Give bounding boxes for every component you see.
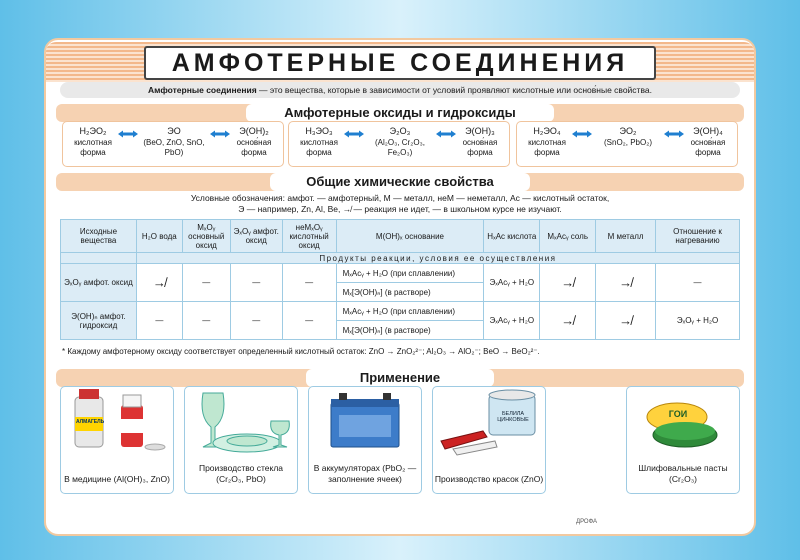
app-caption: Шлифовальные пасты (Cr₂O₃) <box>638 463 728 484</box>
cell-heat: ЭₓOᵧ + H₂O <box>656 302 740 340</box>
cell-salt: ↛ <box>540 302 596 340</box>
cell-basic-oxide: — <box>182 302 230 340</box>
cell-base-solution: Mₓ[Э(OH)ₙ] (в растворе) <box>336 321 484 340</box>
base-form-label: основ́ная форма <box>462 138 498 157</box>
app-caption: Производство красок (ZnO) <box>434 474 544 484</box>
base-form-formula: Э(OH)₂ <box>239 126 269 136</box>
cell-acid: ЭₓAcᵧ + H₂O <box>484 302 540 340</box>
cell-salt: ↛ <box>540 264 596 302</box>
th-water: H₂O вода <box>136 220 182 253</box>
cell-water: — <box>136 302 182 340</box>
double-arrow-icon <box>209 130 231 136</box>
app-card-glass <box>184 386 298 494</box>
th-acid-oxide: неMₓOᵧ кислотный оксид <box>282 220 336 253</box>
th-heat: Отношение к нагреванию <box>656 220 740 253</box>
oxide-examples: (SnO₂, PbO₂) <box>604 138 652 147</box>
double-arrow-icon <box>117 130 139 136</box>
glassware-illustration <box>185 387 297 457</box>
double-arrow-icon <box>571 130 593 136</box>
battery-illustration <box>309 387 421 457</box>
cell-basic-oxide: — <box>182 264 230 302</box>
row-name: Э(OH)ₙ амфот. гидроксид <box>61 302 137 340</box>
cell-base-fusion: MₓAcᵧ + H₂O (при сплавлении) <box>336 302 484 321</box>
page-title: АМФОТЕРНЫЕ СОЕДИНЕНИЯ <box>144 46 656 80</box>
definition <box>60 82 740 98</box>
base-form-label: основ́ная форма <box>236 138 272 157</box>
th-substances: Исходные вещества <box>61 220 137 253</box>
base-form-label: основ́ная форма <box>690 138 726 157</box>
double-arrow-icon <box>663 130 685 136</box>
row-name: ЭₓOᵧ амфот. оксид <box>61 264 137 302</box>
oxide-formula: ЭO <box>167 126 181 136</box>
th-base: M(OH)ₓ основание <box>336 220 484 253</box>
oxide-examples: (Al₂O₃, Cr₂O₃, Fe₂O₃) <box>374 138 426 157</box>
paint-can-label: БЕЛИЛА ЦИНКОВЫЕ <box>497 411 529 423</box>
table-header-row <box>61 220 740 253</box>
double-arrow-icon <box>343 130 365 136</box>
base-form-formula: Э(OH)₃ <box>465 126 495 136</box>
section-title-properties: Общие химические свойства <box>270 173 530 191</box>
definition-term: Амфотерные соединения <box>148 85 257 95</box>
footnote: * Каждому амфотерному оксиду соответствует определенный кислотный остаток: ZnO → ZnO₂²⁻; Al₂O₃ → AlO₂⁻; BeO → BeO₂²⁻. <box>62 347 540 356</box>
products-row <box>61 253 740 264</box>
app-card-battery <box>308 386 422 494</box>
th-metal: M металл <box>596 220 656 253</box>
cell-acid-oxide: — <box>282 264 336 302</box>
section-title-oxides: Амфотерные оксиды и гидроксиды <box>246 104 554 122</box>
properties-table <box>60 219 740 340</box>
legend <box>60 193 740 215</box>
goi-label: ГОИ <box>668 409 688 419</box>
th-amph-oxide: ЭₓOᵧ амфот. оксид <box>230 220 282 253</box>
products-corner <box>61 253 137 264</box>
oxide-formula: ЭO₂ <box>619 126 637 136</box>
cell-amph-oxide: — <box>230 264 282 302</box>
cell-metal: ↛ <box>596 302 656 340</box>
app-card-paint <box>432 386 546 494</box>
th-acid: HₓAc кислота <box>484 220 540 253</box>
cell-base-fusion: MₓAcᵧ + H₂O (при сплавлении) <box>336 264 484 283</box>
cell-base-solution: Mₓ[Э(OH)ₙ] (в растворе) <box>336 283 484 302</box>
acid-form-label: кислотная форма <box>74 138 112 157</box>
publisher-name: ДРОФА <box>576 519 598 525</box>
base-form-formula: Э(OH)₄ <box>693 126 723 136</box>
app-card-medicine <box>60 386 174 494</box>
oxide-group <box>288 121 510 167</box>
app-caption: В медицине (Al(OH)₃, ZnO) <box>64 474 170 484</box>
acid-form-formula: H₂ЭO₄ <box>533 126 561 136</box>
cell-water: ↛ <box>136 264 182 302</box>
legend-line-1: Условные обозначения: амфот. — амфотерный, М — металл, неМ — неметалл, Ас — кислотный остаток, <box>190 193 610 203</box>
th-basic-oxide: MₓOᵧ основный оксид <box>182 220 230 253</box>
acid-form-formula: H₂ЭO₂ <box>79 126 107 136</box>
products-label: Продукты реакции, условия ее осуществления <box>136 253 739 264</box>
cell-amph-oxide: — <box>230 302 282 340</box>
definition-text: — это вещества, которые в зависимости от условий проявляют кислотные или основ́ные свойства. <box>256 85 652 95</box>
cell-acid: ЭₓAcᵧ + H₂O <box>484 264 540 302</box>
oxide-group <box>62 121 284 167</box>
app-caption: Производство стекла (Cr₂O₃, PbO) <box>198 463 284 484</box>
legend-line-2: Э — например, Zn, Al, Be, ↛ — реакция не идет, — в школьном курсе не изучают. <box>238 204 562 214</box>
publisher-footer <box>576 510 746 526</box>
table-row <box>61 302 740 321</box>
app-caption: В аккумуляторах (PbO₂ — заполнение ячеек) <box>313 463 417 484</box>
oxide-examples: (BeO, ZnO, SnO, PbO) <box>143 138 205 157</box>
acid-form-label: кислотная форма <box>528 138 566 157</box>
acid-form-label: кислотная форма <box>300 138 338 157</box>
app-card-polishing <box>626 386 740 494</box>
acid-form-formula: H₃ЭO₃ <box>305 126 333 136</box>
polishing-paste-illustration <box>627 387 739 457</box>
medicine-label: АЛМАГЕЛЬ <box>76 419 105 425</box>
double-arrow-icon <box>435 130 457 136</box>
cell-acid-oxide: — <box>282 302 336 340</box>
cell-metal: ↛ <box>596 264 656 302</box>
table-row <box>61 264 740 283</box>
oxide-formula: Э₂O₃ <box>389 126 411 136</box>
cell-heat: — <box>656 264 740 302</box>
oxide-group <box>516 121 738 167</box>
th-salt: MₓAcᵧ соль <box>540 220 596 253</box>
section-title-applications: Применение <box>306 369 494 387</box>
